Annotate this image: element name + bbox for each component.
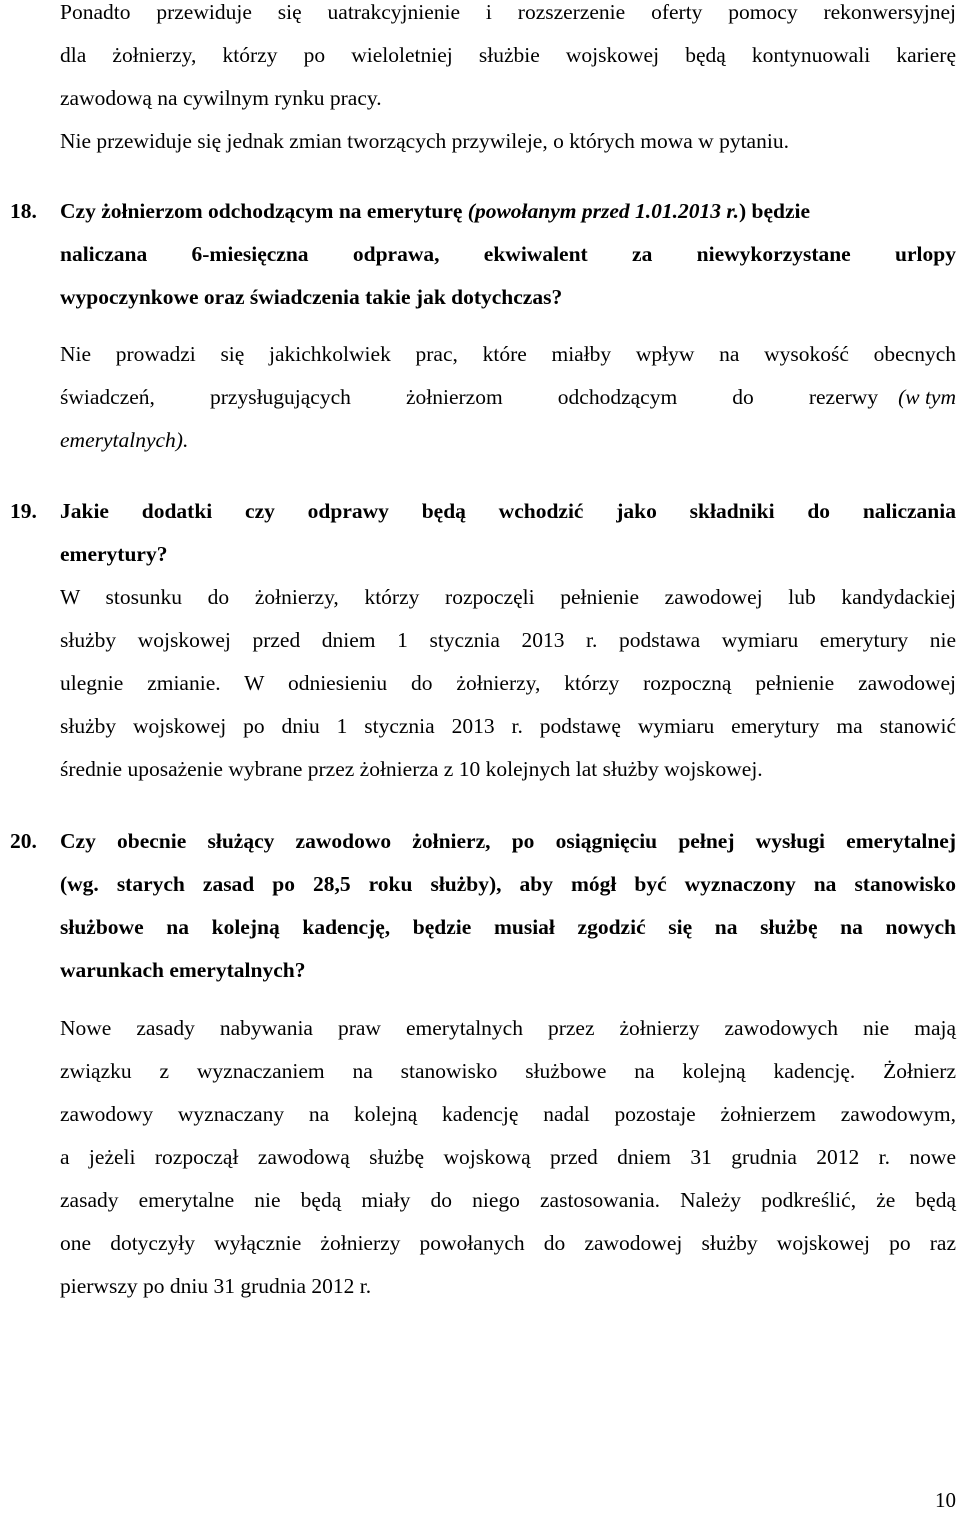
question-text: Czy żołnierzom odchodzącym na emeryturę <box>60 199 468 223</box>
question-20 <box>60 820 956 992</box>
answer-line: służby wojskowej przed dniem 1 stycznia 2013 r. podstawa wymiaru emerytury nie <box>60 628 956 652</box>
answer-line: emerytalnych). <box>60 428 189 452</box>
page-number: 10 <box>935 1488 956 1512</box>
question-heading-line <box>60 190 956 233</box>
question-number: 20. <box>10 829 37 853</box>
answer-line: Nie prowadzi się jakichkolwiek prac, które miałby wpływ na wysokość obecnych <box>60 342 956 366</box>
answer-19 <box>60 576 956 791</box>
answer-line: związku z wyznaczaniem na stanowisko służbowe na kolejną kadencję. Żołnierz <box>60 1059 956 1083</box>
answer-text-italic: (w tym <box>898 385 956 409</box>
answer-line: ulegnie zmianie. W odniesieniu do żołnierzy, którzy rozpoczną pełnienie zawodowej <box>60 671 956 695</box>
answer-text: świadczeń, przysługujących żołnierzom odchodzącym do rezerwy <box>60 385 879 409</box>
answer-18 <box>60 333 956 462</box>
intro-line: Ponadto przewiduje się uatrakcyjnienie i rozszerzenie oferty pomocy rekonwersyjnej <box>60 0 956 24</box>
question-heading-line: Czy obecnie służący zawodowo żołnierz, po osiągnięciu pełnej wysługi emerytalnej <box>60 829 956 853</box>
question-18 <box>60 190 956 319</box>
answer-line: służby wojskowej po dniu 1 stycznia 2013 r. podstawę wymiaru emerytury ma stanowić <box>60 714 956 738</box>
answer-line: średnie uposażenie wybrane przez żołnierza z 10 kolejnych lat służby wojskowej. <box>60 757 763 781</box>
question-heading-line: służbowe na kolejną kadencję, będzie musiał zgodzić się na służbę na nowych <box>60 915 956 939</box>
question-number: 19. <box>10 499 37 523</box>
intro-line: Nie przewiduje się jednak zmian tworzących przywileje, o których mowa w pytaniu. <box>60 129 789 153</box>
question-heading-line: Jakie dodatki czy odprawy będą wchodzić jako składniki do naliczania <box>60 499 956 523</box>
question-19 <box>60 490 956 576</box>
question-heading-line: naliczana 6-miesięczna odprawa, ekwiwalent za niewykorzystane urlopy <box>60 242 956 266</box>
question-heading-line: warunkach emerytalnych? <box>60 958 306 982</box>
answer-line: a jeżeli rozpoczął zawodową służbę wojskową przed dniem 31 grudnia 2012 r. nowe <box>60 1145 956 1169</box>
question-heading-line: emerytury? <box>60 542 168 566</box>
answer-line: Nowe zasady nabywania praw emerytalnych przez żołnierzy zawodowych nie mają <box>60 1016 956 1040</box>
answer-line <box>60 376 956 419</box>
answer-20 <box>60 1007 956 1308</box>
answer-line: W stosunku do żołnierzy, którzy rozpoczęli pełnienie zawodowej lub kandydackiej <box>60 585 956 609</box>
question-heading-line: (wg. starych zasad po 28,5 roku służby), aby mógł być wyznaczony na stanowisko <box>60 872 956 896</box>
answer-line: pierwszy po dniu 31 grudnia 2012 r. <box>60 1274 372 1298</box>
question-text-italic: (powołanym przed 1.01.2013 r. <box>467 199 739 223</box>
intro-paragraph <box>60 0 956 163</box>
answer-line: one dotyczyły wyłącznie żołnierzy powołanych do zawodowej służby wojskowej po raz <box>60 1231 956 1255</box>
answer-line: zasady emerytalne nie będą miały do niego zastosowania. Należy podkreślić, że będą <box>60 1188 956 1212</box>
answer-line: zawodowy wyznaczany na kolejną kadencję nadal pozostaje żołnierzem zawodowym, <box>60 1102 956 1126</box>
question-heading-line: wypoczynkowe oraz świadczenia takie jak dotychczas? <box>60 285 563 309</box>
intro-line: dla żołnierzy, którzy po wieloletniej służbie wojskowej będą kontynuowali karierę <box>60 43 956 67</box>
question-text: ) będzie <box>738 199 811 223</box>
intro-line: zawodową na cywilnym rynku pracy. <box>60 86 382 110</box>
question-number: 18. <box>10 199 37 223</box>
